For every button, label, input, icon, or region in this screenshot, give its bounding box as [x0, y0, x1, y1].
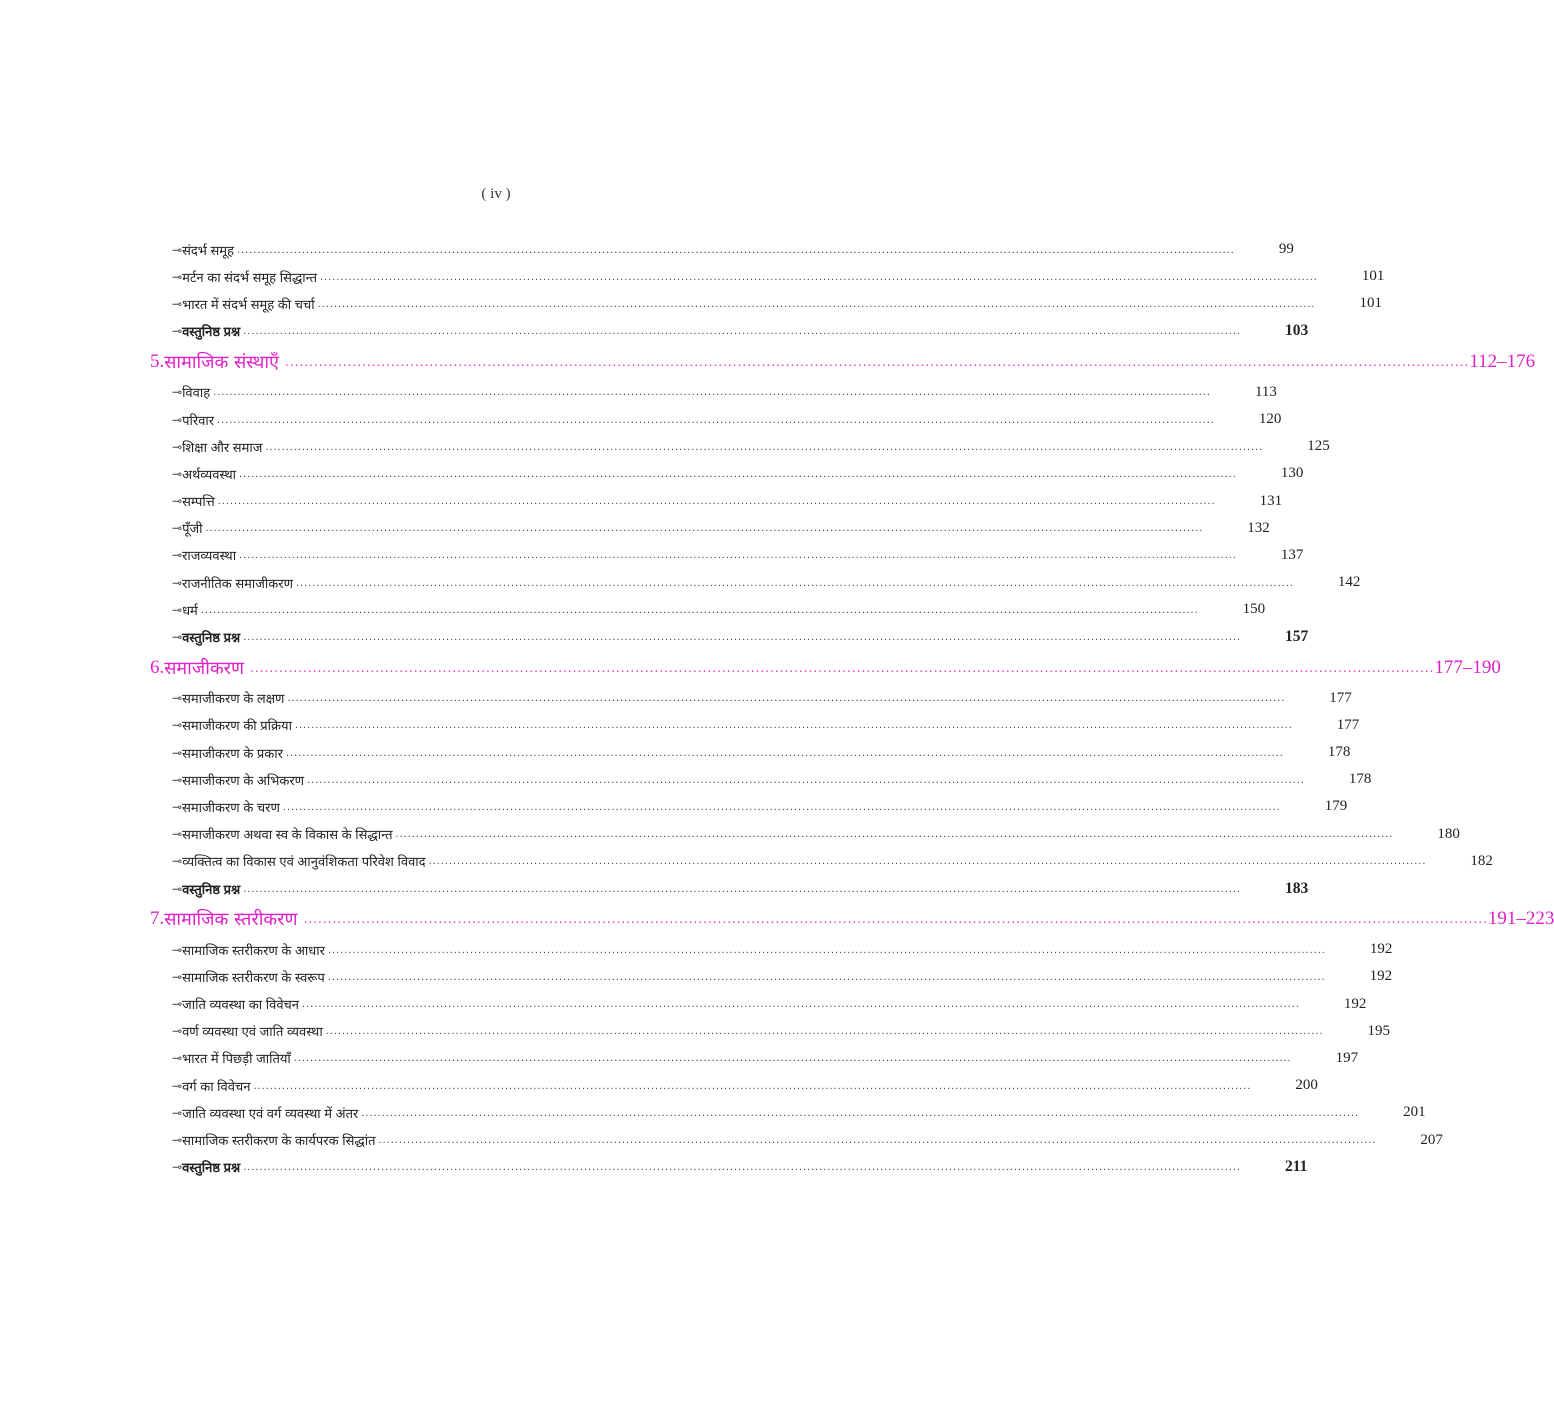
dot-leader: ......................................................................................................................................................................................................................................................: [200, 603, 1199, 616]
arrow-bullet-icon: ⊸: [172, 827, 183, 842]
entry-page-number: 157: [1285, 628, 1309, 646]
entry-page-number: 101: [1361, 268, 1385, 285]
entry-page-number: 103: [1285, 322, 1309, 340]
toc-entry[interactable]: [150, 433, 1330, 460]
entry-page-number: 195: [1367, 1022, 1391, 1039]
dot-leader: ......................................................................................................................................................................................................................................................: [243, 631, 1242, 644]
dot-leader: ......................................................................................................................................................................................................................................................: [282, 800, 1281, 813]
toc-entry[interactable]: [150, 712, 1360, 739]
toc-entry[interactable]: [150, 596, 1266, 623]
toc-entry[interactable]: [150, 963, 1393, 990]
entry-title: सामाजिक स्तरीकरण के आधार: [182, 942, 325, 958]
arrow-bullet-icon: ⊸: [172, 296, 183, 311]
dot-leader: ......................................................................................................................................................................................................................................................: [395, 828, 1394, 841]
dot-leader: ......................................................................................................................................................................................................................................................: [428, 855, 1427, 868]
dot-leader: ......................................................................................................................................................................................................................................................: [213, 386, 1211, 399]
dot-leader: ......................................................................................................................................................................................................................................................: [307, 773, 1305, 786]
toc-entry[interactable]: [150, 1154, 1308, 1181]
entry-page-number: 200: [1295, 1077, 1318, 1094]
dot-leader: ......................................................................................................................................................................................................................................................: [243, 1161, 1242, 1174]
entry-page-number: 125: [1307, 438, 1330, 455]
entry-page-number: 132: [1247, 519, 1270, 536]
entry-title: वस्तुनिष्ठ प्रश्न: [182, 1160, 241, 1176]
entry-title: विवाह: [182, 385, 211, 401]
entry-page-number: 177: [1336, 716, 1360, 733]
arrow-bullet-icon: ⊸: [172, 630, 183, 645]
toc-entry[interactable]: [150, 569, 1361, 596]
toc-entry[interactable]: [150, 1072, 1318, 1099]
arrow-bullet-icon: ⊸: [172, 242, 183, 257]
entry-page-number: 131: [1259, 492, 1283, 509]
entry-title: समाजीकरण के लक्षण: [182, 691, 285, 707]
arrow-bullet-icon: ⊸: [172, 269, 183, 284]
entry-title: पूँजी: [182, 521, 203, 537]
entry-page-number: 99: [1278, 241, 1294, 258]
toc-entry[interactable]: [150, 406, 1282, 433]
dot-leader: ......................................................................................................................................................................................................................................................: [325, 1025, 1324, 1038]
arrow-bullet-icon: ⊸: [172, 1078, 183, 1093]
toc-entry[interactable]: [150, 623, 1309, 650]
chapter-title: सामाजिक संस्थाएँ: [164, 351, 279, 373]
dot-leader: ......................................................................................................................................................................................................................................................: [205, 522, 1204, 535]
arrow-bullet-icon: ⊸: [172, 602, 183, 617]
entry-page-number: 197: [1335, 1049, 1359, 1066]
toc-entry[interactable]: [150, 263, 1385, 290]
toc-entry[interactable]: [150, 1126, 1443, 1153]
dot-leader: ......................................................................................................................................................................................................................................................: [243, 325, 1242, 338]
chapter-number: 7.: [150, 908, 165, 930]
entry-page-number: 183: [1285, 879, 1309, 897]
dot-leader: ......................................................................................................................................................................................................................................................: [243, 882, 1242, 895]
toc-entry[interactable]: [150, 460, 1304, 487]
arrow-bullet-icon: ⊸: [172, 575, 183, 590]
toc-entry[interactable]: [150, 739, 1351, 766]
toc-entry[interactable]: [150, 290, 1382, 317]
entry-page-number: 150: [1242, 601, 1266, 618]
dot-leader: ......................................................................................................................................................................................................................................................: [294, 719, 1293, 732]
dot-leader: ......................................................................................................................................................................................................................................................: [253, 1079, 1252, 1092]
chapter-heading[interactable]: [150, 345, 1536, 379]
arrow-bullet-icon: ⊸: [172, 799, 183, 814]
arrow-bullet-icon: ⊸: [172, 854, 183, 869]
entry-page-number: 120: [1258, 411, 1282, 428]
toc-entry[interactable]: [150, 936, 1393, 963]
dot-leader: ......................................................................................................................................................................................................................................................: [217, 495, 1216, 508]
chapter-number: 6.: [150, 656, 165, 678]
toc-entry[interactable]: [150, 379, 1277, 406]
arrow-bullet-icon: ⊸: [172, 718, 183, 733]
entry-page-number: 207: [1420, 1131, 1443, 1148]
entry-title: सामाजिक स्तरीकरण के स्वरूप: [182, 969, 325, 985]
entry-page-number: 113: [1254, 383, 1277, 400]
entry-title: शिक्षा और समाज: [182, 439, 263, 455]
toc-entry[interactable]: [150, 1045, 1359, 1072]
entry-title: वस्तुनिष्ठ प्रश्न: [182, 630, 241, 646]
dot-leader: ......................................................................................................................................................................................................................................................: [239, 467, 1237, 480]
entry-title: अर्थव्यवस्था: [182, 466, 236, 482]
arrow-bullet-icon: ⊸: [172, 548, 183, 563]
arrow-bullet-icon: ⊸: [172, 1024, 183, 1039]
chapter-number: 5.: [150, 350, 165, 372]
dot-leader: ......................................................................................................................................................................................................................................................: [327, 970, 1326, 983]
entry-page-number: 178: [1327, 744, 1351, 761]
entry-title: संदर्भ समूह: [182, 242, 234, 258]
arrow-bullet-icon: ⊸: [172, 324, 183, 339]
toc-entry[interactable]: [150, 318, 1309, 345]
entry-title: जाति व्यवस्था का विवेचन: [182, 997, 300, 1013]
dot-leader: ......................................................................................................................................................................................................................................................: [285, 746, 1284, 759]
toc-entry[interactable]: [150, 991, 1367, 1018]
toc-entry[interactable]: [150, 685, 1352, 712]
entry-title: राजनीतिक समाजीकरण: [182, 575, 293, 591]
arrow-bullet-icon: ⊸: [172, 521, 183, 536]
entry-page-number: 211: [1285, 1158, 1308, 1176]
dot-leader: ......................................................................................................................................................................................................................................................: [265, 440, 1264, 453]
dot-leader: ......................................................................................................................................................................................................................................................: [328, 943, 1326, 956]
arrow-bullet-icon: ⊸: [172, 1051, 183, 1066]
entry-title: जाति व्यवस्था एवं वर्ग व्यवस्था में अंतर: [182, 1105, 359, 1121]
entry-title: वस्तुनिष्ठ प्रश्न: [182, 881, 241, 897]
arrow-bullet-icon: ⊸: [172, 691, 183, 706]
entry-page-number: 182: [1470, 852, 1493, 869]
toc-entry[interactable]: [150, 542, 1304, 569]
arrow-bullet-icon: ⊸: [172, 942, 183, 957]
toc-entry[interactable]: [150, 236, 1294, 263]
entry-page-number: 101: [1359, 295, 1382, 312]
chapter-page-range: 191–223: [1487, 908, 1554, 930]
toc-entry[interactable]: [150, 515, 1270, 542]
arrow-bullet-icon: ⊸: [172, 969, 183, 984]
toc-entry[interactable]: [150, 875, 1309, 902]
dot-leader: ......................................................................................................................................................................................................................................................: [217, 413, 1215, 426]
dot-leader: ......................................................................................................................................................................................................................................................: [293, 1052, 1292, 1065]
toc-entry[interactable]: [150, 766, 1372, 793]
toc-entry[interactable]: [150, 1099, 1426, 1126]
entry-title: समाजीकरण की प्रक्रिया: [182, 718, 292, 734]
arrow-bullet-icon: ⊸: [172, 881, 183, 896]
dot-leader: ......................................................................................................................................................................................................................................................: [302, 998, 1300, 1011]
arrow-bullet-icon: ⊸: [172, 494, 183, 509]
arrow-bullet-icon: ⊸: [172, 1133, 183, 1148]
entry-page-number: 177: [1329, 689, 1352, 706]
chapter-page-range: 112–176: [1469, 350, 1536, 372]
arrow-bullet-icon: ⊸: [172, 745, 183, 760]
table-of-contents: [150, 236, 1554, 1181]
entry-page-number: 192: [1343, 995, 1367, 1012]
toc-entry[interactable]: [150, 821, 1460, 848]
arrow-bullet-icon: ⊸: [172, 772, 183, 787]
dot-leader: ......................................................................................................................................................................................................................................................: [250, 660, 1435, 675]
entry-page-number: 201: [1403, 1104, 1426, 1121]
entry-title: सामाजिक स्तरीकरण के कार्यपरक सिद्धांत: [182, 1133, 376, 1149]
toc-entry[interactable]: [150, 1018, 1391, 1045]
entry-title: समाजीकरण अथवा स्व के विकास के सिद्धान्त: [182, 827, 393, 843]
dot-leader: ......................................................................................................................................................................................................................................................: [285, 354, 1470, 369]
entry-page-number: 179: [1324, 798, 1348, 815]
dot-leader: ......................................................................................................................................................................................................................................................: [296, 576, 1294, 589]
entry-page-number: 192: [1369, 941, 1393, 958]
page-number: ( iv ): [481, 186, 511, 202]
entry-title: परिवार: [182, 412, 215, 428]
entry-title: व्यक्तित्व का विकास एवं आनुवंशिकता परिवेश विवाद: [182, 854, 426, 870]
entry-title: भारत में संदर्भ समूह की चर्चा: [182, 296, 315, 312]
chapter-title: समाजीकरण: [164, 657, 245, 679]
arrow-bullet-icon: ⊸: [172, 997, 183, 1012]
arrow-bullet-icon: ⊸: [172, 412, 183, 427]
chapter-heading[interactable]: [150, 902, 1554, 936]
entry-title: वर्ग का विवेचन: [182, 1078, 251, 1094]
chapter-heading[interactable]: [150, 651, 1501, 685]
arrow-bullet-icon: ⊸: [172, 466, 183, 481]
toc-entry[interactable]: [150, 488, 1283, 515]
entry-title: समाजीकरण के अभिकरण: [182, 772, 305, 788]
toc-entry[interactable]: [150, 848, 1493, 875]
entry-title: वर्ण व्यवस्था एवं जाति व्यवस्था: [182, 1024, 323, 1040]
entry-title: समाजीकरण के प्रकार: [182, 745, 283, 761]
entry-title: वस्तुनिष्ठ प्रश्न: [182, 324, 241, 340]
chapter-title: सामाजिक स्तरीकरण: [164, 909, 298, 931]
entry-title: मर्टन का संदर्भ समूह सिद्धान्त: [182, 269, 318, 285]
entry-title: धर्म: [182, 602, 198, 618]
entry-page-number: 180: [1437, 825, 1460, 842]
entry-page-number: 137: [1280, 546, 1304, 563]
arrow-bullet-icon: ⊸: [172, 1105, 183, 1120]
dot-leader: ......................................................................................................................................................................................................................................................: [320, 270, 1318, 283]
arrow-bullet-icon: ⊸: [172, 439, 183, 454]
entry-page-number: 192: [1369, 968, 1393, 985]
dot-leader: ......................................................................................................................................................................................................................................................: [361, 1106, 1360, 1119]
entry-page-number: 142: [1337, 574, 1361, 591]
dot-leader: ......................................................................................................................................................................................................................................................: [303, 912, 1488, 927]
entry-title: भारत में पिछड़ी जातियाँ: [182, 1051, 291, 1067]
entry-title: राजव्यवस्था: [182, 548, 237, 564]
entry-page-number: 130: [1280, 465, 1304, 482]
dot-leader: ......................................................................................................................................................................................................................................................: [287, 692, 1286, 705]
arrow-bullet-icon: ⊸: [172, 385, 183, 400]
entry-page-number: 178: [1348, 771, 1372, 788]
chapter-page-range: 177–190: [1434, 656, 1501, 678]
dot-leader: ......................................................................................................................................................................................................................................................: [317, 297, 1316, 310]
dot-leader: ......................................................................................................................................................................................................................................................: [236, 243, 1235, 256]
entry-title: समाजीकरण के चरण: [182, 799, 280, 815]
dot-leader: ......................................................................................................................................................................................................................................................: [378, 1134, 1377, 1147]
toc-entry[interactable]: [150, 793, 1348, 820]
entry-title: सम्पत्ति: [182, 494, 215, 510]
arrow-bullet-icon: ⊸: [172, 1160, 183, 1175]
dot-leader: ......................................................................................................................................................................................................................................................: [239, 549, 1237, 562]
